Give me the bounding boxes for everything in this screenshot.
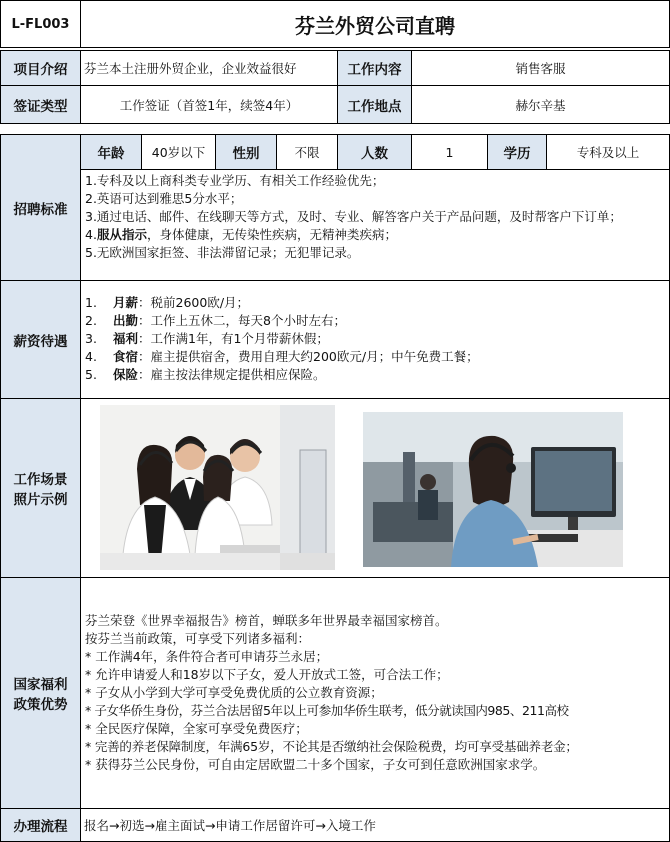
headcount-value: 1 [411,134,488,170]
call-center-photo [100,405,335,570]
salary-item: 5. 保险：雇主按法律规定提供相应保险。 [85,367,326,382]
benefits-label: 国家福利 政策优势 [0,577,81,809]
salary-item: 1. 月薪：税前2600欧/月； [85,295,250,310]
project-intro-value: 芬兰本土注册外贸企业，企业效益很好 [80,50,338,86]
benefit-item: * 全民医疗保障，全家可享受免费医疗； [85,721,308,736]
gender-value: 不限 [276,134,338,170]
work-location-label: 工作地点 [337,85,412,124]
visa-type-value: 工作签证（首签1年，续签4年） [80,85,338,124]
benefit-item: * 允许申请爱人和18岁以下子女，爱人开放式工签，可合法工作； [85,667,449,682]
benefit-item: * 获得芬兰公民身份，可自由定居欧盟二十多个国家，子女可到任意欧洲国家求学。 [85,757,546,772]
project-intro-label: 项目介绍 [0,50,81,86]
requirements-list [80,169,670,281]
age-label: 年龄 [80,134,142,170]
office-headset-image [363,412,623,567]
benefit-item: * 子女华侨生身份，芬兰合法居留5年以上可参加华侨生联考，低分就读国内985、211高校 [85,703,569,718]
office-worker-photo [363,412,623,567]
salary-item: 3. 福利：工作满1年，有1个月带薪休假； [85,331,329,346]
benefit-intro: 芬兰荣登《世界幸福报告》榜首，蝉联多年世界最幸福国家榜首。 [85,613,448,628]
headset-agents-image [100,405,335,570]
benefit-item: * 子女从小学到大学可享受免费优质的公立教育资源； [85,685,383,700]
requirement-item: 3.通过电话、邮件、在线聊天等方式，及时、专业、解答客户关于产品问题，及时帮客户下订单； [85,209,622,224]
benefits-list [80,577,670,809]
requirement-item: 4.服从指示，身体健康，无传染性疾病，无精神类疾病； [85,227,397,242]
salary-item: 2. 出勤：工作上五休二，每天8个小时左右； [85,313,346,328]
benefit-intro: 按芬兰当前政策，可享受下列诸多福利： [85,631,311,646]
work-photos-label: 工作场景 照片示例 [0,398,81,578]
process-value: 报名→初选→雇主面试→申请工作居留许可→入境工作 [80,808,670,842]
job-code: L-FL003 [0,0,81,48]
work-location-value: 赫尔辛基 [411,85,670,124]
salary-list [80,280,670,399]
process-label: 办理流程 [0,808,81,842]
requirement-item: 2.英语可达到雅思5分水平； [85,191,243,206]
gender-label: 性别 [215,134,277,170]
job-content-value: 销售客服 [411,50,670,86]
age-value: 40岁以下 [141,134,216,170]
education-label: 学历 [487,134,547,170]
benefit-item: * 完善的养老保障制度，年满65岁，不论其是否缴纳社会保险税费，均可享受基础养老金； [85,739,578,754]
requirements-label: 招聘标准 [0,134,81,281]
salary-item: 4. 食宿：雇主提供宿舍，费用自理大约200欧元/月；中午免费工餐； [85,349,479,364]
job-content-label: 工作内容 [337,50,412,86]
headcount-label: 人数 [337,134,412,170]
education-value: 专科及以上 [546,134,670,170]
visa-type-label: 签证类型 [0,85,81,124]
requirement-item: 1.专科及以上商科类专业学历、有相关工作经验优先； [85,173,385,188]
salary-label: 薪资待遇 [0,280,81,399]
requirement-item: 5.无欧洲国家拒签、非法滞留记录；无犯罪记录。 [85,245,360,260]
page-title: 芬兰外贸公司直聘 [80,0,670,48]
benefit-item: * 工作满4年，条件符合者可申请芬兰永居； [85,649,329,664]
